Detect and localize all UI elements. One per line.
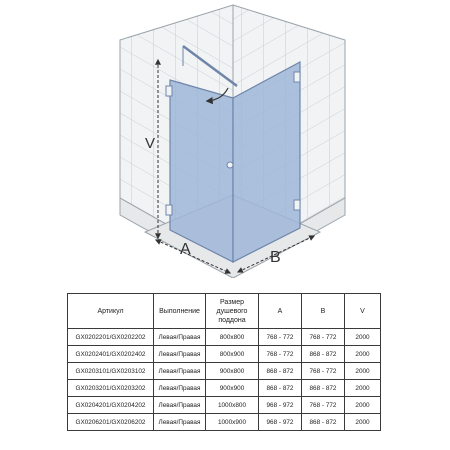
- cell-article: GX0202201/GX0202202: [68, 329, 154, 346]
- table-row: [68, 397, 381, 414]
- cell-tray-size: 800x900: [206, 346, 259, 363]
- cell-b: 768 - 772: [302, 363, 345, 380]
- cell-b: 868 - 872: [302, 346, 345, 363]
- cell-a: 968 - 972: [259, 414, 302, 431]
- cell-article: GX0204201/GX0204202: [68, 397, 154, 414]
- cell-execution: Левая/Правая: [154, 414, 206, 431]
- cell-v: 2000: [345, 397, 381, 414]
- cell-tray-size: 1000x800: [206, 397, 259, 414]
- specification-table: [67, 293, 381, 431]
- side-bracket-top-icon: [294, 72, 300, 82]
- cell-tray-size: 800x800: [206, 329, 259, 346]
- cell-tray-size: 1000x900: [206, 414, 259, 431]
- cell-a: 768 - 772: [259, 329, 302, 346]
- header-a: A: [259, 294, 302, 329]
- table-row: [68, 380, 381, 397]
- header-execution: Выполнение: [154, 294, 206, 329]
- cell-b: 768 - 772: [302, 397, 345, 414]
- table-header-row: [68, 294, 381, 329]
- header-tray-size: Размер душевого поддона: [206, 294, 259, 329]
- cell-v: 2000: [345, 346, 381, 363]
- cell-v: 2000: [345, 380, 381, 397]
- header-v: V: [345, 294, 381, 329]
- cell-execution: Левая/Правая: [154, 346, 206, 363]
- hinge-top-icon: [166, 86, 172, 96]
- header-article: Артикул: [68, 294, 154, 329]
- width-a-label: A: [180, 241, 191, 258]
- table-row: [68, 414, 381, 431]
- cell-a: 968 - 972: [259, 397, 302, 414]
- door-knob-icon: [227, 162, 233, 168]
- width-b-label: B: [270, 249, 281, 266]
- table-row: [68, 346, 381, 363]
- cell-v: 2000: [345, 363, 381, 380]
- cell-a: 768 - 772: [259, 346, 302, 363]
- front-glass-panel: [170, 80, 233, 262]
- cell-article: GX0203201/GX0203202: [68, 380, 154, 397]
- side-glass-panel: [233, 62, 300, 262]
- side-bracket-bottom-icon: [294, 200, 300, 210]
- cell-execution: Левая/Правая: [154, 329, 206, 346]
- cell-v: 2000: [345, 414, 381, 431]
- cell-execution: Левая/Правая: [154, 397, 206, 414]
- cell-article: GX0202401/GX0202402: [68, 346, 154, 363]
- height-label: V: [145, 135, 156, 152]
- table-row: [68, 363, 381, 380]
- table-row: [68, 329, 381, 346]
- cell-article: GX0203101/GX0203102: [68, 363, 154, 380]
- hinge-bottom-icon: [166, 205, 172, 215]
- cell-b: 868 - 872: [302, 380, 345, 397]
- cell-b: 768 - 772: [302, 329, 345, 346]
- cell-execution: Левая/Правая: [154, 363, 206, 380]
- cell-tray-size: 900x900: [206, 380, 259, 397]
- header-b: B: [302, 294, 345, 329]
- cell-article: GX0206201/GX0206202: [68, 414, 154, 431]
- cell-execution: Левая/Правая: [154, 380, 206, 397]
- cell-tray-size: 900x800: [206, 363, 259, 380]
- cell-a: 868 - 872: [259, 380, 302, 397]
- cell-b: 868 - 872: [302, 414, 345, 431]
- cell-v: 2000: [345, 329, 381, 346]
- cell-a: 868 - 872: [259, 363, 302, 380]
